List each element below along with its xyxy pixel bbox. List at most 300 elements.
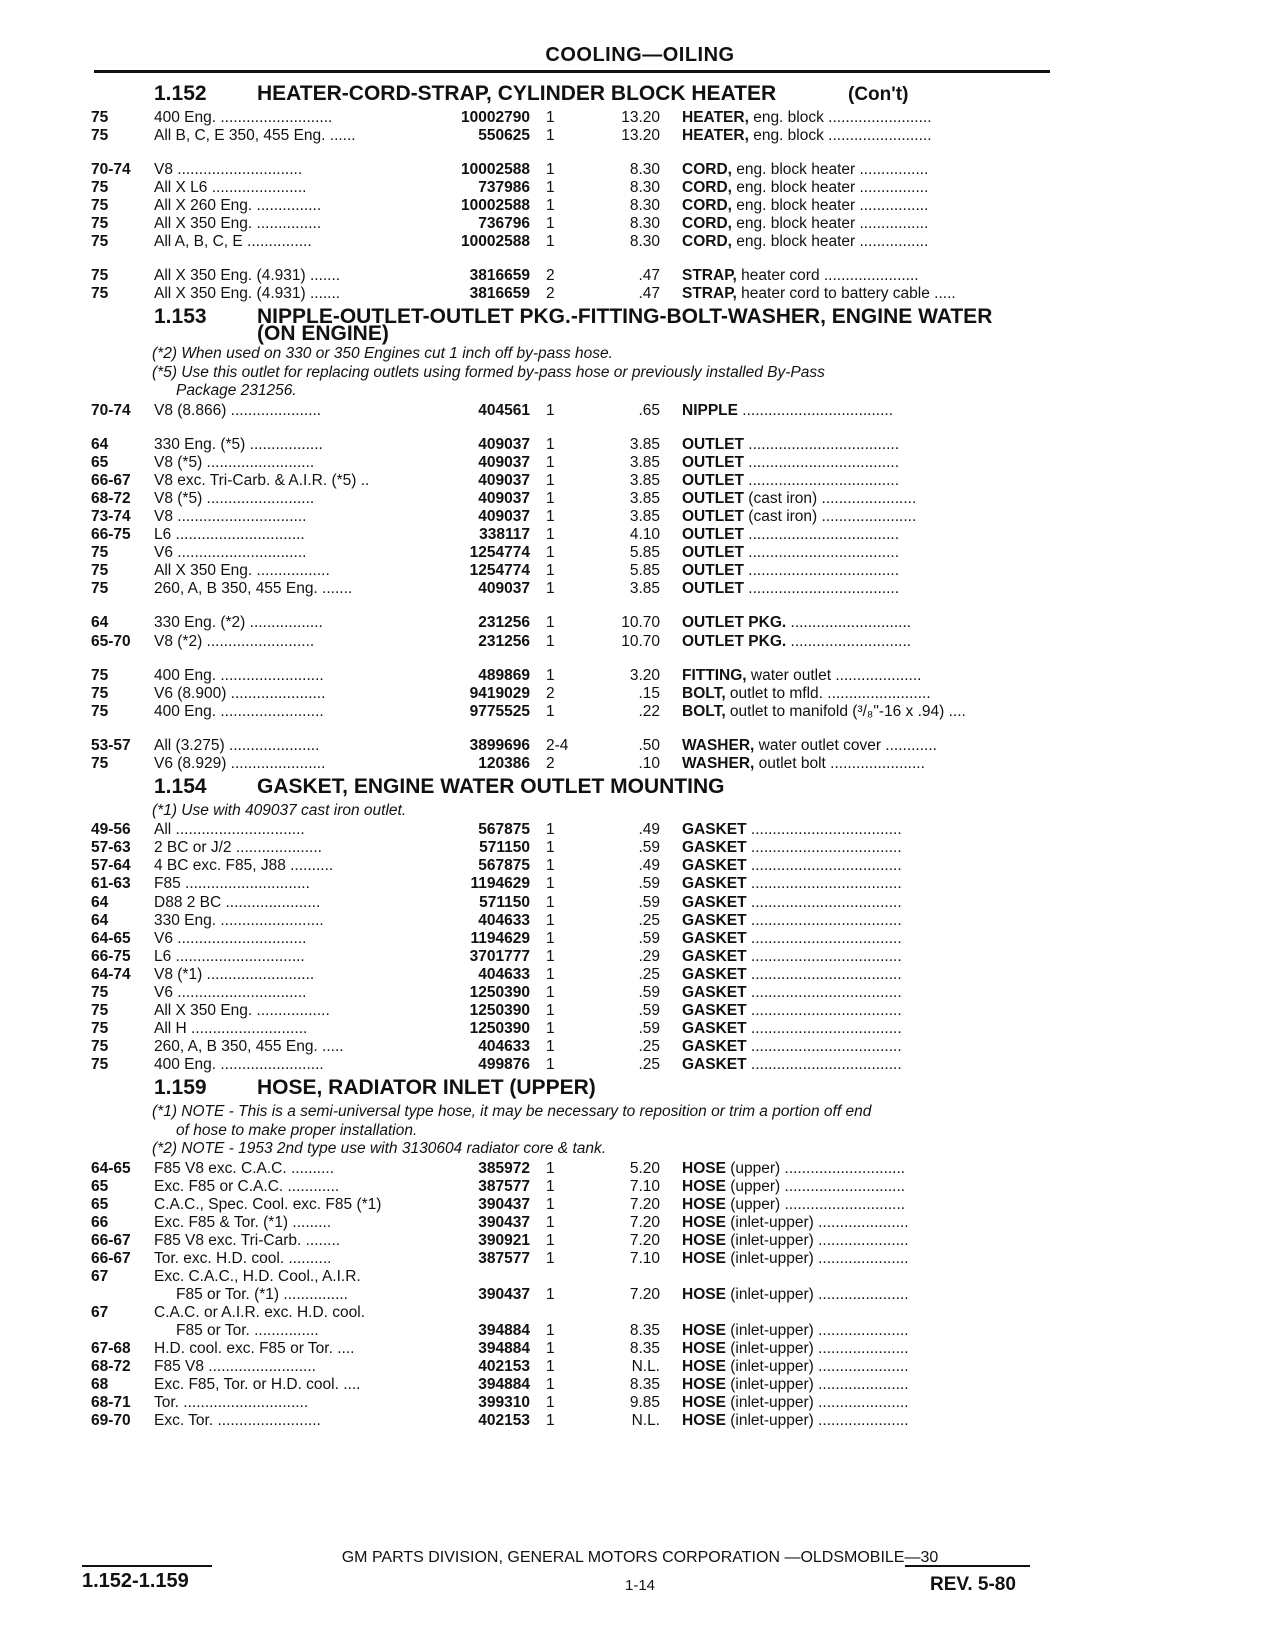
row-quantity: 1 [546,1159,555,1177]
row-item-name [682,1394,1052,1412]
row-item-keyword: CORD, [682,233,732,251]
table-row [0,1196,1280,1215]
row-quantity: 1 [546,197,555,215]
row-description: V8 (8.866) ..................... [154,401,322,419]
row-description: 400 Eng. ........................ [154,666,324,684]
row-item-detail: ................................... [746,821,902,839]
row-part-number: 550625 [478,127,530,145]
row-quantity: 1 [546,401,555,419]
section-note: Package 231256. [176,382,297,400]
row-price: .15 [638,684,660,702]
row-quantity: 1 [546,614,555,632]
row-price: .65 [638,401,660,419]
row-item-keyword: HEATER, [682,109,749,126]
row-item-detail: ................................... [744,472,900,490]
row-item-keyword: BOLT, [682,684,726,702]
row-item-keyword: HOSE [682,1340,726,1357]
table-row [0,667,1280,686]
row-description: V8 exc. Tri-Carb. & A.I.R. (*5) .. [154,472,370,490]
row-price: .29 [638,947,660,965]
row-item-keyword: HEATER, [682,127,749,145]
row-description: All X 350 Eng. (4.931) ....... [154,267,341,285]
section-name: GASKET, ENGINE WATER OUTLET MOUNTING [257,774,725,798]
row-item-detail: (inlet-upper) ..................... [725,1213,909,1231]
row-part-number: 10002588 [461,233,530,251]
table-row [0,703,1280,722]
table-row [0,1358,1280,1377]
row-item-name [682,821,1052,839]
row-item-keyword: CORD, [682,179,732,197]
row-description: Exc. C.A.C., H.D. Cool., A.I.R. [154,1267,361,1285]
row-item-keyword: NIPPLE [682,401,738,419]
row-item-detail: (inlet-upper) ..................... [725,1249,909,1267]
row-item-name [682,1376,1052,1394]
row-item-keyword: GASKET [682,857,747,875]
row-item-detail: eng. block ........................ [748,109,932,126]
row-item-detail: eng. block heater ................ [731,197,929,215]
row-part-number: 409037 [478,490,530,508]
row-year: 66-67 [91,472,131,490]
row-quantity: 1 [546,1394,555,1412]
section-note: (*1) NOTE - This is a semi-universal type hose, it may be necessary to reposition or trim a portion off end [152,1103,872,1120]
row-item-keyword: GASKET [682,983,747,1001]
row-part-number: 120386 [478,754,530,772]
row-item-keyword: OUTLET PKG. [682,614,787,632]
row-description: 330 Eng. ........................ [154,911,324,929]
table-row [0,472,1280,491]
row-year: 64-65 [91,1159,131,1177]
row-price: .49 [638,857,660,875]
row-description: V6 .............................. [154,544,307,562]
row-item-name [682,267,1052,285]
row-item-detail: outlet to mfld. ........................ [725,684,931,702]
row-item-name [682,1002,1052,1020]
row-item-name [682,436,1052,454]
row-part-number: 1194629 [470,929,530,947]
table-row [0,984,1280,1003]
row-quantity: 1 [546,1213,555,1231]
row-description: F85 ............................. [154,875,310,893]
row-item-name [682,127,1052,145]
table-row [0,490,1280,509]
row-item-name [682,966,1052,984]
row-item-keyword: HOSE [682,1159,726,1177]
row-part-number: 390921 [478,1231,530,1249]
row-item-name [682,1196,1052,1214]
row-item-detail: (inlet-upper) ..................... [725,1412,909,1430]
row-item-name [682,839,1052,857]
row-description: V8 (*2) ......................... [154,632,315,650]
row-item-name [682,161,1052,179]
section-note: (*2) NOTE - 1953 2nd type use with 3130604 radiator core & tank. [152,1140,607,1157]
row-quantity: 1 [546,929,555,947]
table-row [0,233,1280,252]
row-price: 9.85 [629,1394,660,1412]
row-year: 75 [91,233,109,251]
row-description: C.A.C., Spec. Cool. exc. F85 (*1) [154,1195,382,1213]
row-year: 70-74 [91,161,131,179]
row-part-number: 409037 [478,454,530,472]
row-year: 66 [91,1213,109,1231]
row-quantity: 1 [546,911,555,929]
row-description: V8 ............................. [154,161,303,179]
row-item-keyword: STRAP, [682,285,737,303]
row-item-name [682,894,1052,912]
row-item-name [682,1412,1052,1430]
row-price: 5.85 [629,544,660,562]
row-quantity: 1 [546,1037,555,1055]
row-item-detail: ................................... [746,983,902,1001]
row-item-name [682,1160,1052,1178]
row-part-number: 387577 [478,1249,530,1267]
footer-section-range: 1.152-1.159 [82,1570,189,1592]
row-item-detail: ................................... [746,1019,902,1037]
row-item-detail: ................................... [746,893,902,911]
row-year: 65 [91,454,109,472]
row-item-keyword: GASKET [682,1055,747,1073]
row-quantity: 1 [546,127,555,145]
row-item-detail: ................................... [744,562,900,580]
row-item-name [682,1020,1052,1038]
row-part-number: 404633 [478,965,530,983]
row-quantity: 1 [546,436,555,453]
row-quantity: 1 [546,875,555,893]
row-price: .59 [638,1019,660,1037]
row-description: F85 V8 exc. Tri-Carb. ........ [154,1231,341,1249]
row-item-keyword: GASKET [682,947,747,965]
row-year: 70-74 [91,401,131,419]
row-item-detail: eng. block heater ................ [731,215,929,233]
row-item-detail: heater cord ...................... [736,267,919,285]
row-part-number: 390437 [478,1213,530,1231]
section-name: HEATER-CORD-STRAP, CYLINDER BLOCK HEATER [257,82,777,105]
row-quantity: 1 [546,161,555,179]
row-part-number: 1254774 [469,562,530,580]
row-price: .22 [638,702,660,720]
row-quantity: 1 [546,1001,555,1019]
row-price: .59 [638,983,660,1001]
row-year: 75 [91,754,109,772]
row-quantity: 1 [546,580,555,598]
row-part-number: 231256 [478,632,530,650]
row-item-detail: water outlet cover ............ [754,736,937,754]
row-part-number: 571150 [479,893,530,911]
row-part-number: 394884 [478,1340,530,1357]
row-description: All X 350 Eng. ............... [154,215,322,233]
row-year: 66-67 [91,1249,131,1267]
row-price: 10.70 [621,614,660,632]
row-year: 75 [91,109,109,126]
row-year: 75 [91,285,109,303]
row-part-number: 499876 [478,1055,530,1073]
row-quantity: 1 [546,666,555,684]
row-quantity: 1 [546,1412,555,1430]
row-quantity: 1 [546,544,555,562]
table-row [0,1340,1280,1359]
row-item-keyword: GASKET [682,911,747,929]
row-price: N.L. [631,1412,660,1430]
row-description: V6 .............................. [154,929,307,947]
row-price: 7.20 [629,1213,660,1231]
row-item-keyword: HOSE [682,1195,726,1213]
footer-publisher: GM PARTS DIVISION, GENERAL MOTORS CORPORATION —OLDSMOBILE—30 [341,1549,939,1566]
row-description: Exc. F85 or C.A.C. ............ [154,1177,340,1195]
row-year: 57-64 [91,857,131,875]
row-item-detail: (inlet-upper) ..................... [725,1358,909,1376]
row-quantity: 1 [546,893,555,911]
row-price: 10.70 [621,632,660,650]
row-item-name [682,1232,1052,1250]
row-part-number: 3899696 [469,736,530,754]
table-row [0,1038,1280,1057]
row-item-detail: (upper) ............................ [725,1177,906,1195]
row-year: 67 [91,1303,109,1321]
row-price: 3.85 [629,472,660,490]
row-year: 75 [91,580,109,598]
row-part-number: 567875 [478,857,530,875]
row-item-name [682,526,1052,544]
row-quantity: 1 [546,702,555,720]
row-year: 75 [91,215,109,233]
table-row [0,161,1280,180]
row-price: 5.85 [629,562,660,580]
row-price: 7.20 [629,1285,660,1303]
row-year: 49-56 [91,821,131,839]
table-row [0,197,1280,216]
row-description: 260, A, B 350, 455 Eng. ....... [154,580,353,598]
table-row [0,912,1280,931]
row-item-keyword: BOLT, [682,702,726,720]
row-part-number: 409037 [478,436,530,453]
row-item-name [682,179,1052,197]
row-year: 75 [91,1055,109,1073]
row-year: 53-57 [91,736,131,754]
table-row [0,526,1280,545]
row-part-number: 1250390 [469,1019,530,1037]
row-price: .25 [638,911,660,929]
row-item-name [682,1358,1052,1376]
row-quantity: 1 [546,454,555,472]
row-part-number: 737986 [478,179,530,197]
row-description: V6 (8.900) ...................... [154,684,326,702]
row-year: 75 [91,179,109,197]
row-item-keyword: OUTLET [682,526,744,544]
row-item-keyword: OUTLET [682,472,744,490]
row-quantity: 1 [546,839,555,857]
row-quantity: 2-4 [546,736,569,754]
row-item-name [682,737,1052,755]
table-row [0,508,1280,527]
row-price: 3.20 [629,666,660,684]
row-item-keyword: GASKET [682,821,747,839]
row-part-number: 409037 [478,580,530,598]
row-item-keyword: OUTLET [682,580,744,598]
row-item-keyword: CORD, [682,197,732,215]
table-row [0,402,1280,421]
row-item-name [682,285,1052,303]
row-year: 64 [91,436,109,453]
row-description: L6 .............................. [154,947,305,965]
row-quantity: 1 [546,947,555,965]
row-description: All X 350 Eng. ................. [154,562,330,580]
section-note: (*5) Use this outlet for replacing outlets using formed by-pass hose or previously installed By-Pass [152,363,825,381]
row-year: 75 [91,1001,109,1019]
row-item-name [682,667,1052,685]
row-item-name [682,912,1052,930]
row-year: 75 [91,1019,109,1037]
section-note: of hose to make proper installation. [176,1121,418,1139]
row-item-name [682,544,1052,562]
table-row [0,1056,1280,1075]
row-item-keyword: HOSE [682,1412,726,1430]
row-part-number: 409037 [478,508,530,526]
row-price: .50 [638,736,660,754]
row-part-number: 9419029 [469,684,530,702]
row-quantity: 1 [546,472,555,490]
row-item-name [682,685,1052,703]
row-part-number: 399310 [478,1394,530,1412]
row-price: .25 [638,1037,660,1055]
row-part-number: 1254774 [469,544,530,562]
table-row [0,930,1280,949]
row-quantity: 1 [546,1019,555,1037]
row-quantity: 1 [546,233,555,251]
row-quantity: 1 [546,983,555,1001]
row-year: 68-72 [91,490,131,508]
row-quantity: 1 [546,215,555,233]
row-quantity: 1 [546,1195,555,1213]
row-description: V8 (*5) ......................... [154,454,315,472]
row-description: All B, C, E 350, 455 Eng. ...... [154,127,356,145]
row-item-name [682,1056,1052,1074]
row-description: F85 or Tor. (*1) ............... [176,1285,348,1303]
row-item-name [682,633,1052,651]
row-year: 66-67 [91,1231,131,1249]
table-row [0,215,1280,234]
row-item-detail: (inlet-upper) ..................... [725,1285,909,1303]
row-year: 65-70 [91,632,131,650]
row-price: .59 [638,1001,660,1019]
row-price: .25 [638,1055,660,1073]
section-note: (*2) When used on 330 or 350 Engines cut 1 inch off by-pass hose. [152,345,613,363]
row-item-keyword: FITTING, [682,666,747,684]
row-price: 8.35 [629,1376,660,1394]
row-item-detail: ................................... [746,1037,902,1055]
row-item-detail: ............................ [786,614,912,632]
row-quantity: 2 [546,267,555,285]
row-description: F85 V8 ......................... [154,1358,316,1376]
row-description: F85 V8 exc. C.A.C. .......... [154,1159,335,1177]
section-name: NIPPLE-OUTLET-OUTLET PKG.-FITTING-BOLT-WASHER, ENGINE WATER [257,305,993,329]
row-item-detail: (inlet-upper) ..................... [725,1231,909,1249]
row-item-detail: (cast iron) ...................... [744,508,917,526]
row-description: V8 (*5) ......................... [154,490,315,508]
table-row [0,755,1280,774]
row-quantity: 1 [546,490,555,508]
row-description: All .............................. [154,821,305,839]
row-part-number: 567875 [478,821,530,839]
table-row [0,614,1280,633]
section-number: 1.154 [154,774,207,798]
section-heading [0,775,1280,801]
row-quantity: 1 [546,109,555,126]
row-part-number: 10002588 [461,197,530,215]
row-item-name [682,875,1052,893]
row-item-name [682,1038,1052,1056]
row-year: 75 [91,1037,109,1055]
row-description: All X 350 Eng. ................. [154,1001,330,1019]
row-quantity: 1 [546,1340,555,1357]
table-row [0,436,1280,455]
row-item-detail: ................................... [746,1001,902,1019]
row-part-number: 1250390 [469,983,530,1001]
row-year: 67 [91,1267,109,1285]
row-part-number: 10002790 [461,109,530,126]
table-row [0,267,1280,286]
row-description: Tor. exc. H.D. cool. .......... [154,1249,332,1267]
row-description: Exc. F85 & Tor. (*1) ......... [154,1213,332,1231]
row-quantity: 1 [546,1358,555,1376]
row-description: All H ........................... [154,1019,308,1037]
row-part-number: 489869 [478,666,530,684]
row-item-keyword: GASKET [682,1001,747,1019]
row-description: Tor. ............................. [154,1394,309,1412]
row-item-keyword: GASKET [682,875,747,893]
row-part-number: 3816659 [469,285,530,303]
row-description: 400 Eng. .......................... [154,109,333,126]
table-row [0,285,1280,304]
row-price: .59 [638,929,660,947]
row-year: 73-74 [91,508,131,526]
row-quantity: 1 [546,1376,555,1394]
row-price: 7.10 [629,1249,660,1267]
row-item-detail: ................................... [746,857,902,875]
row-description: 4 BC exc. F85, J88 .......... [154,857,334,875]
row-item-keyword: HOSE [682,1358,726,1376]
row-year: 61-63 [91,875,131,893]
row-price: 7.20 [629,1195,660,1213]
table-row [0,1286,1280,1305]
row-price: 8.30 [629,197,660,215]
row-item-detail: ................................... [744,544,900,562]
row-item-name [682,1214,1052,1232]
table-row [0,875,1280,894]
row-item-detail: (upper) ............................ [725,1159,906,1177]
row-item-name [682,508,1052,526]
row-item-detail: ................................... [746,911,902,929]
table-row [0,1232,1280,1251]
row-quantity: 1 [546,179,555,197]
row-item-name [682,755,1052,773]
row-item-detail: heater cord to battery cable ..... [736,285,956,303]
row-part-number: 338117 [479,526,530,544]
table-row [0,1160,1280,1179]
table-row [0,1214,1280,1233]
row-item-keyword: GASKET [682,893,747,911]
table-row [0,580,1280,599]
row-quantity: 1 [546,1321,555,1339]
row-description: 330 Eng. (*2) ................. [154,614,323,632]
row-price: 3.85 [629,490,660,508]
row-year: 68-72 [91,1358,131,1376]
row-description: All (3.275) ..................... [154,736,320,754]
section-heading [0,82,1280,108]
table-row [0,1412,1280,1431]
row-price: .49 [638,821,660,839]
table-row [0,562,1280,581]
row-price: 7.20 [629,1231,660,1249]
row-quantity: 1 [546,1177,555,1195]
